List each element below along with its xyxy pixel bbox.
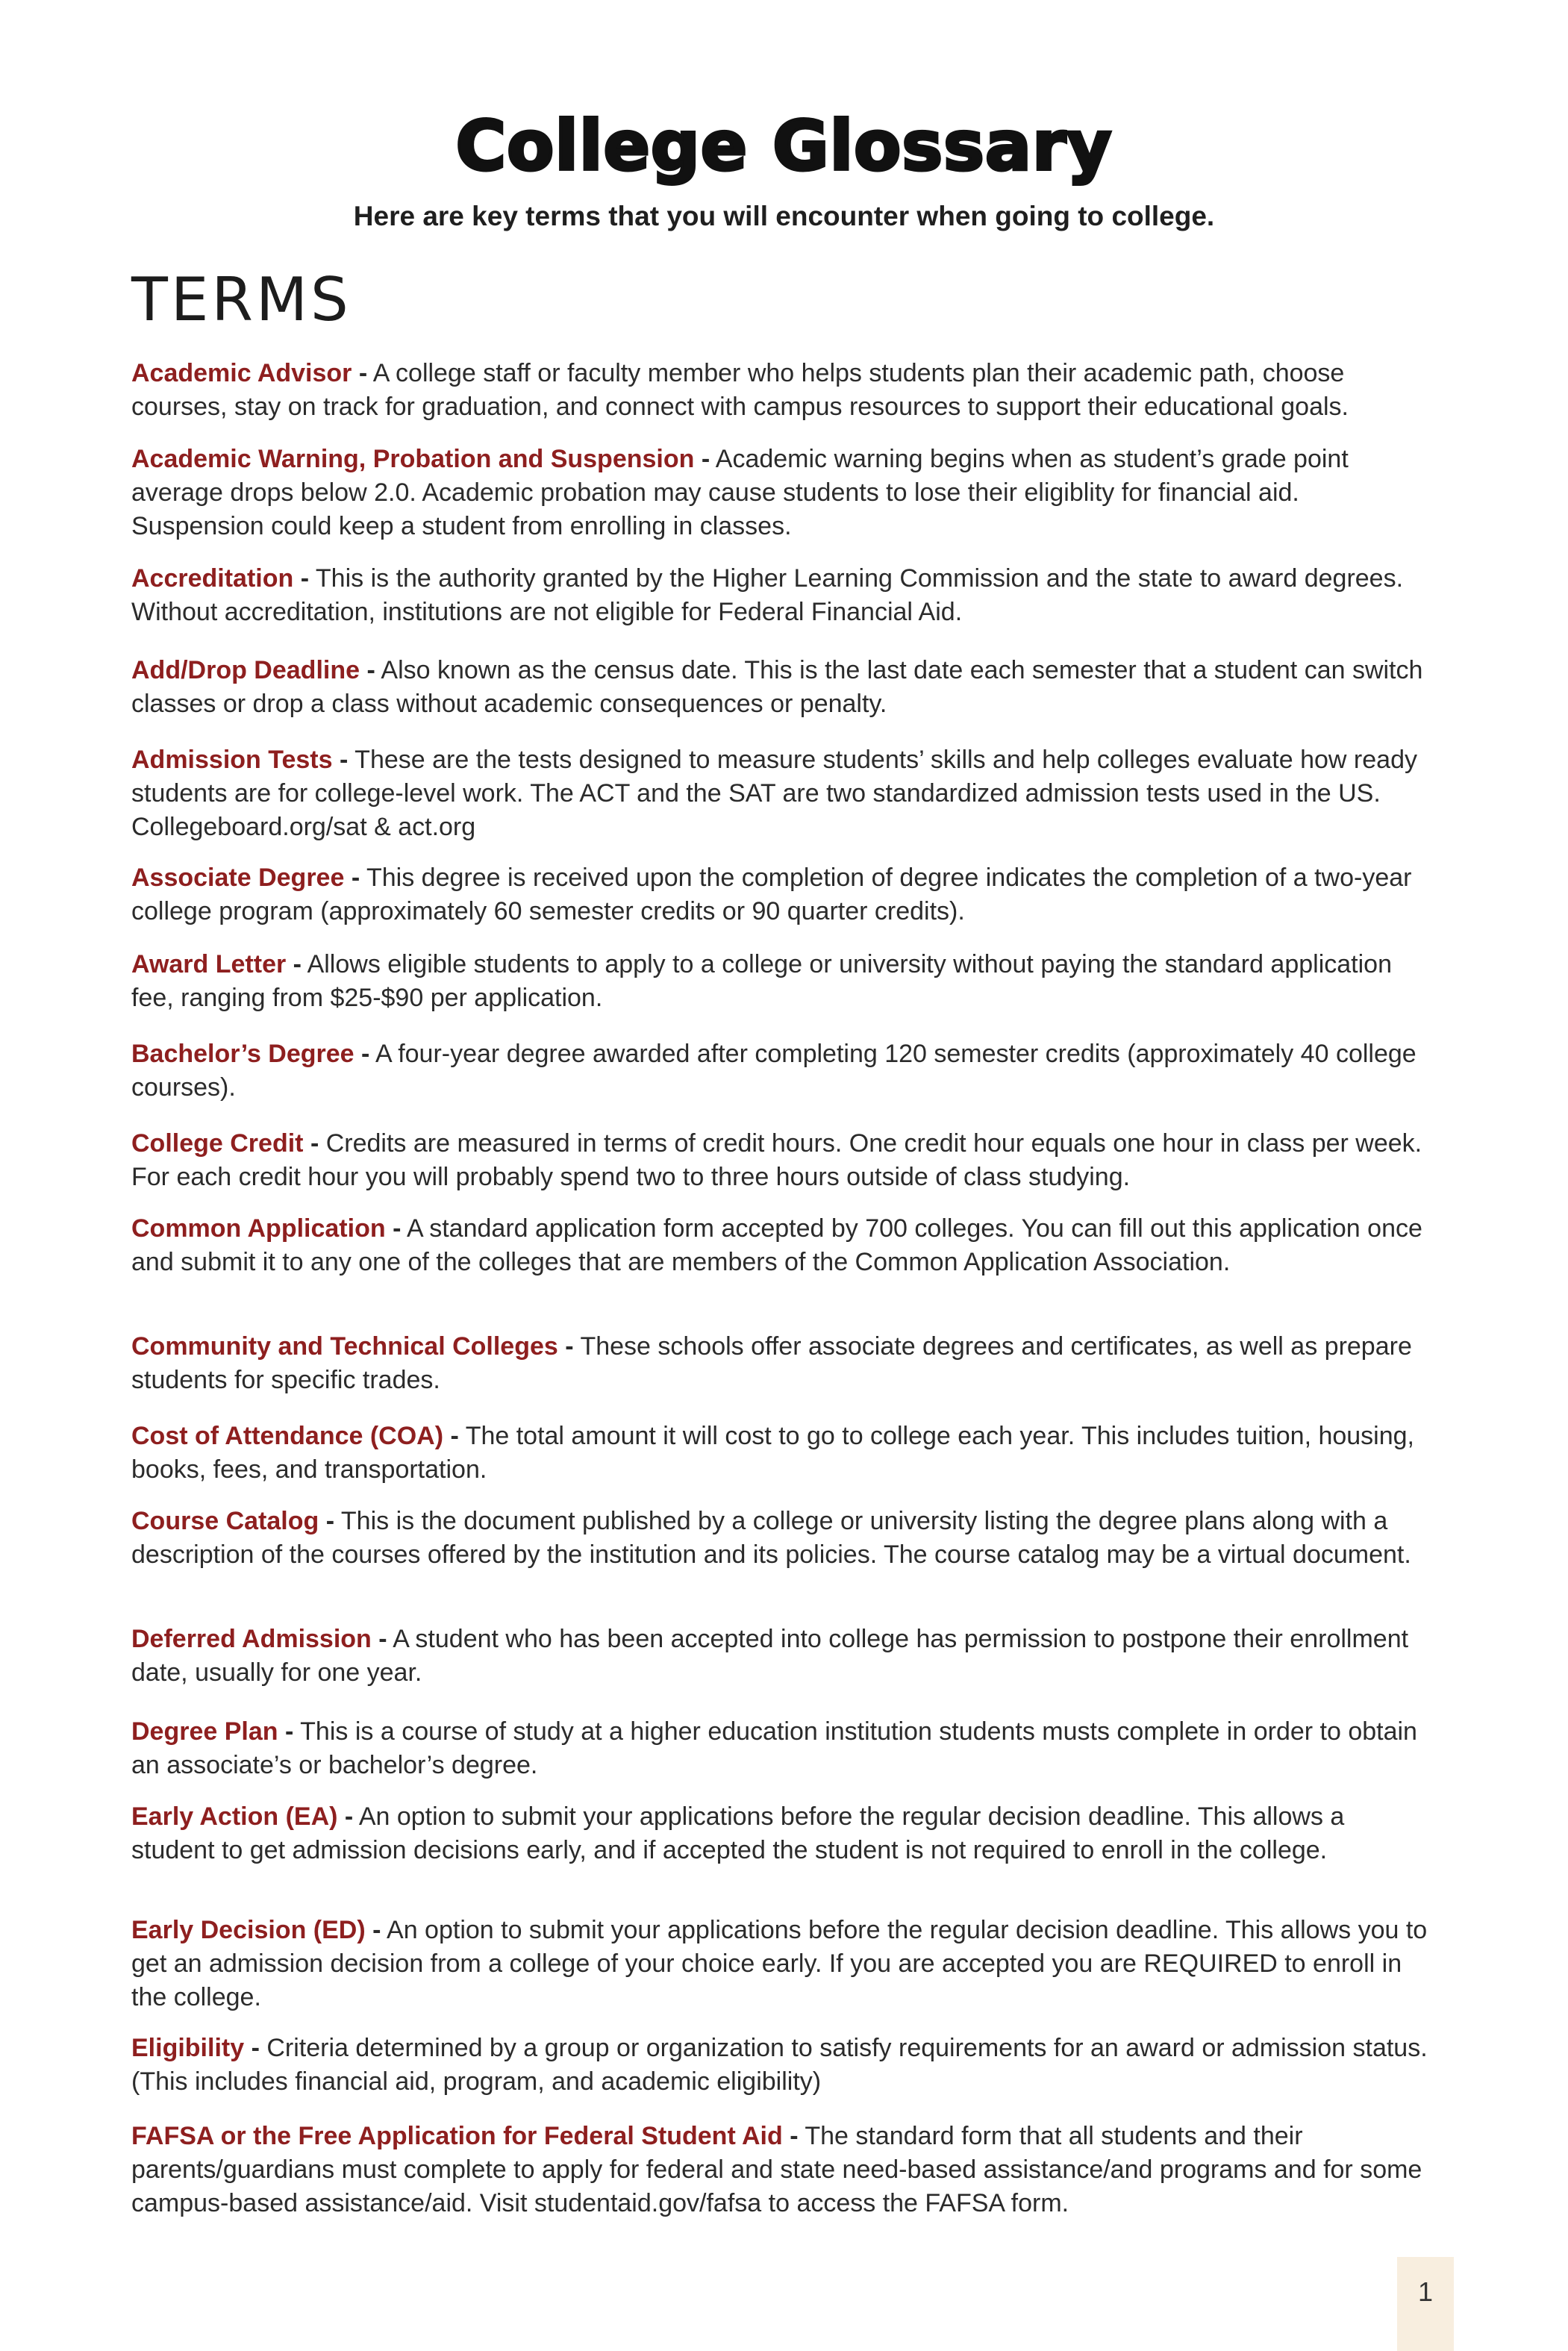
term-name: Early Decision (ED) — [131, 1916, 366, 1944]
glossary-entry — [131, 2120, 1430, 2220]
term-definition: Criteria determined by a group or organization to satisfy requirements for an award or admission status. (This includes financial aid, program, and academic eligibility) — [131, 2034, 1428, 2096]
term-definition: Credits are measured in terms of credit hours. One credit hour equals one hour in class per week. For each credit hour you will probably spend two to three hours outside of class studying. — [131, 1129, 1422, 1191]
glossary-entry — [131, 1623, 1430, 1690]
term-name: FAFSA or the Free Application for Federal Student Aid — [131, 2122, 783, 2150]
term-name: Academic Advisor — [131, 359, 352, 387]
page-number: 1 — [1417, 2276, 1434, 2307]
glossary-entry — [131, 1505, 1430, 1572]
term-name: Community and Technical Colleges — [131, 1332, 558, 1361]
term-separator: - — [325, 1507, 335, 1535]
term-definition: Allows eligible students to apply to a college or university without paying the standard application fee, ranging from $25-$90 per application. — [131, 950, 1392, 1012]
glossary-entry — [131, 1914, 1430, 2014]
term-definition: The standard form that all students and their parents/guardians must complete to apply for federal and state need-based assistance/and programs and for some campus-based assistance/aid. Visit studentaid.gov/fafsa to access the FAFSA form. — [131, 2122, 1422, 2217]
page-title: College Glossary — [455, 106, 1113, 186]
glossary-entry — [131, 562, 1430, 629]
term-definition: This is the document published by a college or university listing the degree plans along with a description of the courses offered by the institution and its policies. The course catalog may be a virtual document. — [131, 1507, 1411, 1569]
term-definition: Academic warning begins when as student’s grade point average drops below 2.0. Academic probation may cause students to lose their eligiblity for financial aid. Suspension could keep a student from enrolling in classes. — [131, 445, 1349, 540]
term-definition: These schools offer associate degrees and certificates, as well as prepare students for specific trades. — [131, 1332, 1412, 1394]
glossary-entry — [131, 948, 1430, 1015]
term-name: Admission Tests — [131, 746, 333, 774]
term-definition: A four-year degree awarded after completing 120 semester credits (approximately 40 college courses). — [131, 1040, 1416, 1102]
term-separator: - — [701, 445, 710, 473]
term-name: Course Catalog — [131, 1507, 319, 1535]
term-name: College Credit — [131, 1129, 304, 1158]
term-separator: - — [361, 1040, 370, 1068]
term-separator: - — [344, 1802, 354, 1831]
glossary-entry — [131, 654, 1430, 721]
term-definition: This is the authority granted by the Higher Learning Commission and the state to award degrees. Without accreditation, institutions are not eligible for Federal Financial Aid. — [131, 564, 1404, 626]
term-name: Early Action (EA) — [131, 1802, 338, 1831]
glossary-entry — [131, 1800, 1430, 1867]
term-definition: This is a course of study at a higher education institution students musts complete in order to obtain an associate’s or bachelor’s degree. — [131, 1717, 1417, 1779]
term-name: Cost of Attendance (COA) — [131, 1422, 444, 1450]
glossary-entry — [131, 861, 1430, 928]
page-subtitle: Here are key terms that you will encounter when going to college. — [353, 201, 1215, 231]
term-name: Common Application — [131, 1214, 386, 1243]
glossary-entry — [131, 1037, 1430, 1105]
term-separator: - — [372, 1916, 381, 1944]
glossary-entry — [131, 2032, 1430, 2099]
term-separator: - — [300, 564, 310, 593]
term-name: Accreditation — [131, 564, 294, 593]
term-separator: - — [450, 1422, 459, 1450]
term-definition: The total amount it will cost to go to college each year. This includes tuition, housing, books, fees, and transportation. — [131, 1422, 1415, 1484]
term-definition: A standard application form accepted by 700 colleges. You can fill out this application once and submit it to any one of the colleges that are members of the Common Application Association. — [131, 1214, 1422, 1276]
glossary-entry — [131, 743, 1430, 844]
term-separator: - — [293, 950, 302, 978]
term-separator: - — [378, 1625, 387, 1653]
term-separator: - — [565, 1332, 574, 1361]
term-definition: An option to submit your applications before the regular decision deadline. This allows you to get an admission decision from a college of your choice early. If you are accepted you are REQUIRED to enroll in the college. — [131, 1916, 1428, 2011]
term-name: Eligibility — [131, 2034, 245, 2062]
section-heading-terms: TERMS — [131, 265, 352, 334]
glossary-entry — [131, 1212, 1430, 1279]
term-definition: A college staff or faculty member who helps students plan their academic path, choose courses, stay on track for graduation, and connect with campus resources to support their educational goals. — [131, 359, 1349, 421]
term-separator: - — [358, 359, 368, 387]
term-separator: - — [284, 1717, 294, 1746]
term-definition: A student who has been accepted into college has permission to postpone their enrollment date, usually for one year. — [131, 1625, 1409, 1687]
term-separator: - — [351, 864, 360, 892]
term-name: Academic Warning, Probation and Suspension — [131, 445, 695, 473]
term-name: Deferred Admission — [131, 1625, 372, 1653]
page-number-tab — [1397, 2257, 1454, 2351]
term-separator: - — [340, 746, 349, 774]
glossary-entry — [131, 1330, 1430, 1397]
term-definition: These are the tests designed to measure students’ skills and help colleges evaluate how ready students are for college-level work. The ACT and the SAT are two standardized admission tests used in the US. Collegeboard.org/sat & act.org — [131, 746, 1417, 841]
term-separator: - — [310, 1129, 319, 1158]
glossary-entry — [131, 1420, 1430, 1487]
term-name: Associate Degree — [131, 864, 345, 892]
glossary-entry — [131, 1127, 1430, 1194]
glossary-entry — [131, 357, 1430, 424]
term-name: Add/Drop Deadline — [131, 656, 360, 684]
term-separator: - — [393, 1214, 402, 1243]
term-separator: - — [366, 656, 375, 684]
term-definition: This degree is received upon the completion of degree indicates the completion of a two-year college program (approximately 60 semester credits or 90 quarter credits). — [131, 864, 1412, 925]
term-name: Award Letter — [131, 950, 287, 978]
term-definition: Also known as the census date. This is the last date each semester that a student can switch classes or drop a class without academic consequences or penalty. — [131, 656, 1423, 718]
term-name: Bachelor’s Degree — [131, 1040, 354, 1068]
term-definition: An option to submit your applications before the regular decision deadline. This allows a student to get admission decisions early, and if accepted the student is not required to enroll in the college. — [131, 1802, 1345, 1864]
term-name: Degree Plan — [131, 1717, 278, 1746]
glossary-entry — [131, 1715, 1430, 1782]
glossary-entry — [131, 443, 1430, 543]
term-separator: - — [790, 2122, 799, 2150]
term-separator: - — [251, 2034, 260, 2062]
